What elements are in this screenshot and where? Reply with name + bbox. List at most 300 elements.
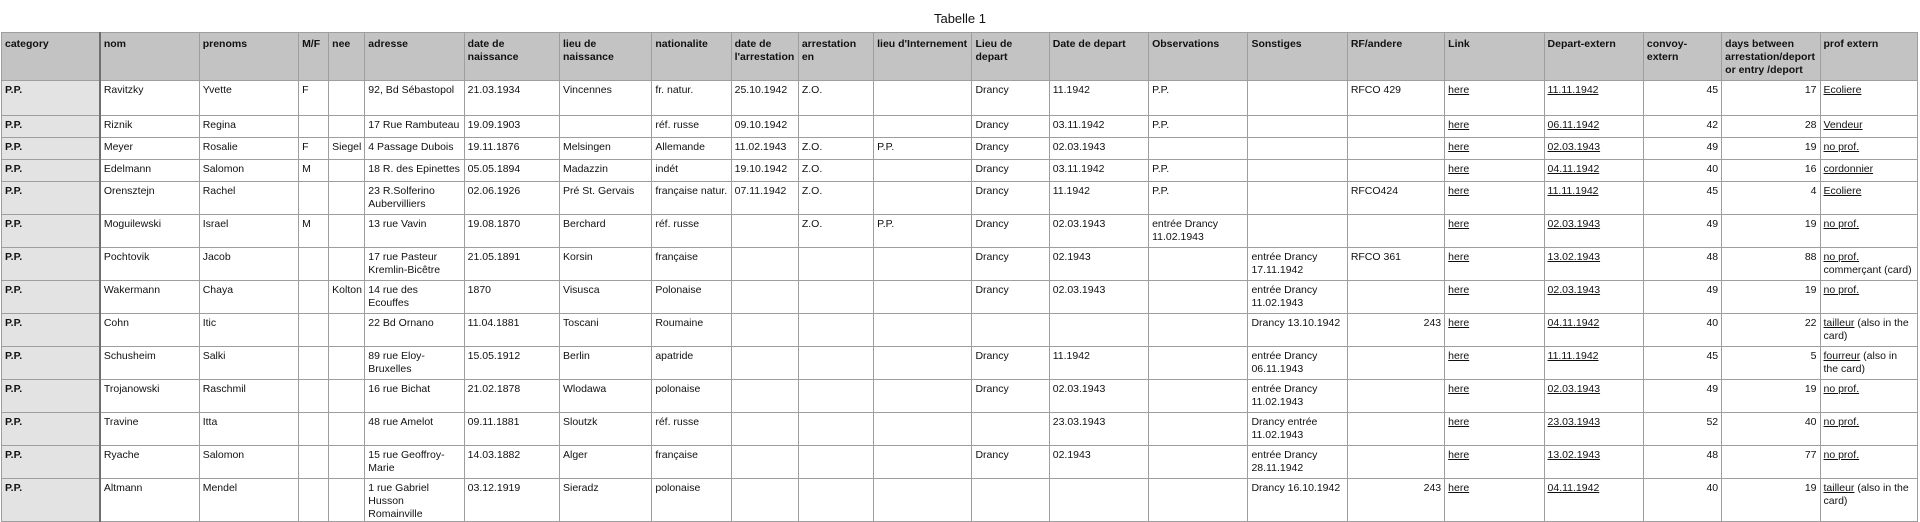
here-link[interactable]: here xyxy=(1448,163,1470,175)
cell-date-arrestation: 25.10.1942 xyxy=(731,81,798,116)
depart-extern-link[interactable]: 04.11.1942 xyxy=(1547,163,1600,175)
prof-link[interactable]: fourreur xyxy=(1823,350,1861,362)
table-row xyxy=(2,215,1918,248)
cell-nee xyxy=(329,182,365,215)
cell-days: 19 xyxy=(1722,479,1820,522)
cell-observations: entrée Drancy 11.02.1943 xyxy=(1149,215,1248,248)
cell-category: P.P. xyxy=(2,215,100,248)
cell-rf xyxy=(1347,281,1444,314)
depart-extern-link[interactable]: 13.02.1943 xyxy=(1547,251,1601,263)
cell-link xyxy=(1445,116,1544,138)
cell-category: P.P. xyxy=(2,479,100,522)
cell-date-depart: 02.03.1943 xyxy=(1049,281,1148,314)
cell-nationalite: polonaise xyxy=(652,479,731,522)
table-row xyxy=(2,479,1918,522)
sheet-title: Tabelle 1 xyxy=(933,11,987,26)
column-header: category xyxy=(2,33,100,81)
cell-days: 88 xyxy=(1722,248,1820,281)
cell-rf xyxy=(1347,116,1444,138)
table-row xyxy=(2,446,1918,479)
prof-link[interactable]: tailleur xyxy=(1823,317,1855,329)
cell-date-depart: 03.11.1942 xyxy=(1049,160,1148,182)
cell-link xyxy=(1445,160,1544,182)
cell-date-naissance: 21.03.1934 xyxy=(464,81,559,116)
cell-link xyxy=(1445,81,1544,116)
cell-prenoms: Mendel xyxy=(199,479,298,522)
cell-nee xyxy=(329,116,365,138)
cell-adresse: 92, Bd Sébastopol xyxy=(365,81,464,116)
column-header: Lieu de depart xyxy=(972,33,1049,81)
here-link[interactable]: here xyxy=(1448,449,1470,461)
column-header: RF/andere xyxy=(1347,33,1444,81)
cell-nom: Wakermann xyxy=(100,281,199,314)
cell-mf: M xyxy=(299,160,329,182)
cell-nom: Travine xyxy=(100,413,199,446)
cell-convoy: 42 xyxy=(1643,116,1721,138)
cell-lieu-depart: Drancy xyxy=(972,138,1049,160)
cell-nee xyxy=(329,413,365,446)
depart-extern-link[interactable]: 04.11.1942 xyxy=(1547,317,1600,329)
cell-nee: Kolton xyxy=(329,281,365,314)
depart-extern-link[interactable]: 06.11.1942 xyxy=(1547,119,1600,131)
cell-prof-extern xyxy=(1820,380,1918,413)
cell-nee xyxy=(329,446,365,479)
cell-nee: Siegel xyxy=(329,138,365,160)
data-table xyxy=(1,32,1918,522)
depart-extern-link[interactable]: 11.11.1942 xyxy=(1547,84,1599,96)
column-header: nationalite xyxy=(652,33,731,81)
here-link[interactable]: here xyxy=(1448,119,1470,131)
cell-category: P.P. xyxy=(2,281,100,314)
depart-extern-link[interactable]: 02.03.1943 xyxy=(1547,141,1601,153)
cell-arrestation-en: Z.O. xyxy=(798,215,873,248)
cell-link xyxy=(1445,248,1544,281)
cell-adresse: 22 Bd Ornano xyxy=(365,314,464,347)
cell-days: 40 xyxy=(1722,413,1820,446)
cell-sonstiges xyxy=(1248,160,1347,182)
cell-lieu-naissance: Pré St. Gervais xyxy=(560,182,652,215)
cell-lieu-naissance: Berchard xyxy=(560,215,652,248)
cell-link xyxy=(1445,314,1544,347)
cell-lieu-naissance: Madazzin xyxy=(560,160,652,182)
cell-link xyxy=(1445,347,1544,380)
cell-prenoms: Regina xyxy=(199,116,298,138)
cell-date-arrestation: 09.10.1942 xyxy=(731,116,798,138)
cell-prof-extern xyxy=(1820,479,1918,522)
cell-prof-extern xyxy=(1820,281,1918,314)
cell-lieu-naissance: Sieradz xyxy=(560,479,652,522)
cell-link xyxy=(1445,182,1544,215)
cell-adresse: 17 rue Pasteur Kremlin-Bicêtre xyxy=(365,248,464,281)
here-link[interactable]: here xyxy=(1448,383,1470,395)
here-link[interactable]: here xyxy=(1448,317,1470,329)
cell-link xyxy=(1445,138,1544,160)
here-link[interactable]: here xyxy=(1448,141,1470,153)
cell-depart-extern xyxy=(1544,281,1643,314)
cell-date-depart: 02.03.1943 xyxy=(1049,215,1148,248)
cell-sonstiges: entrée Drancy 11.02.1943 xyxy=(1248,281,1347,314)
cell-lieu-naissance: Alger xyxy=(560,446,652,479)
prof-link[interactable]: no prof. xyxy=(1823,383,1860,395)
cell-nom: Meyer xyxy=(100,138,199,160)
column-header: Depart-extern xyxy=(1544,33,1643,81)
cell-mf: M xyxy=(299,215,329,248)
cell-prenoms: Rachel xyxy=(199,182,298,215)
cell-sonstiges: entrée Drancy 28.11.1942 xyxy=(1248,446,1347,479)
cell-date-depart xyxy=(1049,479,1148,522)
cell-date-naissance: 19.08.1870 xyxy=(464,215,559,248)
table-row xyxy=(2,160,1918,182)
cell-adresse: 18 R. des Epinettes xyxy=(365,160,464,182)
cell-rf: RFCO 361 xyxy=(1347,248,1444,281)
cell-prenoms: Rosalie xyxy=(199,138,298,160)
cell-depart-extern xyxy=(1544,413,1643,446)
cell-sonstiges xyxy=(1248,81,1347,116)
here-link[interactable]: here xyxy=(1448,284,1470,296)
cell-lieu-depart: Drancy xyxy=(972,215,1049,248)
cell-lieu-naissance: Berlin xyxy=(560,347,652,380)
column-header: adresse xyxy=(365,33,464,81)
cell-depart-extern xyxy=(1544,347,1643,380)
column-header: nee xyxy=(329,33,365,81)
prof-note: (also in the card) xyxy=(1823,482,1909,507)
cell-prenoms: Raschmil xyxy=(199,380,298,413)
cell-date-naissance: 15.05.1912 xyxy=(464,347,559,380)
cell-convoy: 45 xyxy=(1643,182,1721,215)
cell-arrestation-en: Z.O. xyxy=(798,160,873,182)
cell-convoy: 48 xyxy=(1643,446,1721,479)
here-link[interactable]: here xyxy=(1448,416,1470,428)
cell-category: P.P. xyxy=(2,138,100,160)
cell-nationalite: française natur. xyxy=(652,182,731,215)
prof-note: (also in the card) xyxy=(1823,350,1898,375)
cell-date-naissance: 14.03.1882 xyxy=(464,446,559,479)
cell-prof-extern xyxy=(1820,347,1918,380)
cell-nee xyxy=(329,160,365,182)
cell-nom: Riznik xyxy=(100,116,199,138)
cell-nee xyxy=(329,347,365,380)
column-header: date de l'arrestation xyxy=(731,33,798,81)
cell-days: 17 xyxy=(1722,81,1820,116)
cell-nationalite: réf. russe xyxy=(652,116,731,138)
cell-lieu-depart: Drancy xyxy=(972,380,1049,413)
cell-depart-extern xyxy=(1544,446,1643,479)
column-header: M/F xyxy=(299,33,329,81)
cell-arrestation-en xyxy=(798,281,873,314)
cell-days: 19 xyxy=(1722,380,1820,413)
cell-category: P.P. xyxy=(2,248,100,281)
cell-days: 5 xyxy=(1722,347,1820,380)
cell-days: 4 xyxy=(1722,182,1820,215)
depart-extern-link[interactable]: 04.11.1942 xyxy=(1547,482,1600,494)
table-header xyxy=(2,33,1918,81)
cell-rf xyxy=(1347,347,1444,380)
cell-days: 19 xyxy=(1722,281,1820,314)
cell-lieu-internement xyxy=(874,446,972,479)
prof-link[interactable]: no prof. xyxy=(1823,416,1860,428)
cell-nationalite: Polonaise xyxy=(652,281,731,314)
prof-link[interactable]: Ecoliere xyxy=(1823,185,1862,197)
cell-mf xyxy=(299,182,329,215)
cell-prenoms: Itic xyxy=(199,314,298,347)
cell-lieu-depart xyxy=(972,479,1049,522)
cell-adresse: 14 rue des Ecouffes xyxy=(365,281,464,314)
cell-arrestation-en xyxy=(798,116,873,138)
cell-observations xyxy=(1149,347,1248,380)
cell-date-depart xyxy=(1049,314,1148,347)
cell-convoy: 45 xyxy=(1643,347,1721,380)
here-link[interactable]: here xyxy=(1448,218,1470,230)
cell-category: P.P. xyxy=(2,81,100,116)
cell-depart-extern xyxy=(1544,116,1643,138)
cell-date-depart: 03.11.1942 xyxy=(1049,116,1148,138)
prof-note: commerçant (card) xyxy=(1823,264,1912,276)
here-link[interactable]: here xyxy=(1448,185,1470,197)
cell-link xyxy=(1445,446,1544,479)
cell-depart-extern xyxy=(1544,248,1643,281)
cell-date-depart: 02.03.1943 xyxy=(1049,380,1148,413)
column-header: convoy-extern xyxy=(1643,33,1721,81)
cell-observations xyxy=(1149,380,1248,413)
cell-date-arrestation xyxy=(731,347,798,380)
cell-date-naissance: 11.04.1881 xyxy=(464,314,559,347)
cell-adresse: 4 Passage Dubois xyxy=(365,138,464,160)
cell-date-arrestation xyxy=(731,314,798,347)
cell-rf xyxy=(1347,380,1444,413)
prof-note: (also in the card) xyxy=(1823,317,1909,342)
cell-date-arrestation: 07.11.1942 xyxy=(731,182,798,215)
cell-lieu-depart: Drancy xyxy=(972,281,1049,314)
cell-depart-extern xyxy=(1544,81,1643,116)
cell-date-naissance: 21.02.1878 xyxy=(464,380,559,413)
cell-lieu-internement xyxy=(874,281,972,314)
cell-mf: F xyxy=(299,81,329,116)
cell-days: 77 xyxy=(1722,446,1820,479)
prof-link[interactable]: Ecoliere xyxy=(1823,84,1862,96)
cell-days: 28 xyxy=(1722,116,1820,138)
cell-depart-extern xyxy=(1544,138,1643,160)
cell-observations: P.P. xyxy=(1149,160,1248,182)
cell-arrestation-en xyxy=(798,479,873,522)
cell-mf xyxy=(299,281,329,314)
cell-prof-extern xyxy=(1820,215,1918,248)
cell-nom: Schusheim xyxy=(100,347,199,380)
column-header: Link xyxy=(1445,33,1544,81)
cell-arrestation-en xyxy=(798,314,873,347)
cell-nationalite: apatride xyxy=(652,347,731,380)
cell-lieu-depart: Drancy xyxy=(972,182,1049,215)
cell-arrestation-en xyxy=(798,347,873,380)
column-header: lieu d'Internement xyxy=(874,33,972,81)
cell-lieu-naissance: Vincennes xyxy=(560,81,652,116)
table-row xyxy=(2,81,1918,116)
here-link[interactable]: here xyxy=(1448,482,1470,494)
cell-nom: Moguilewski xyxy=(100,215,199,248)
cell-convoy: 49 xyxy=(1643,281,1721,314)
cell-depart-extern xyxy=(1544,160,1643,182)
cell-nationalite: Allemande xyxy=(652,138,731,160)
cell-date-naissance: 09.11.1881 xyxy=(464,413,559,446)
cell-rf xyxy=(1347,215,1444,248)
cell-lieu-depart: Drancy xyxy=(972,160,1049,182)
cell-mf xyxy=(299,116,329,138)
prof-link[interactable]: Vendeur xyxy=(1823,119,1863,131)
cell-mf xyxy=(299,413,329,446)
cell-lieu-internement xyxy=(874,116,972,138)
depart-extern-link[interactable]: 02.03.1943 xyxy=(1547,284,1601,296)
cell-lieu-naissance xyxy=(560,116,652,138)
cell-date-naissance: 19.09.1903 xyxy=(464,116,559,138)
depart-extern-link[interactable]: 02.03.1943 xyxy=(1547,383,1601,395)
cell-depart-extern xyxy=(1544,314,1643,347)
cell-date-naissance: 1870 xyxy=(464,281,559,314)
cell-prenoms: Salomon xyxy=(199,446,298,479)
cell-nationalite: Roumaine xyxy=(652,314,731,347)
cell-lieu-internement: P.P. xyxy=(874,138,972,160)
cell-prenoms: Salki xyxy=(199,347,298,380)
cell-lieu-depart: Drancy xyxy=(972,248,1049,281)
cell-date-naissance: 19.11.1876 xyxy=(464,138,559,160)
cell-convoy: 45 xyxy=(1643,81,1721,116)
cell-date-arrestation xyxy=(731,380,798,413)
cell-days: 19 xyxy=(1722,215,1820,248)
cell-adresse: 23 R.Solferino Aubervilliers xyxy=(365,182,464,215)
cell-lieu-naissance: Sloutzk xyxy=(560,413,652,446)
cell-days: 19 xyxy=(1722,138,1820,160)
cell-date-arrestation xyxy=(731,215,798,248)
cell-sonstiges: Drancy 13.10.1942 xyxy=(1248,314,1347,347)
depart-extern-link[interactable]: 13.02.1943 xyxy=(1547,449,1601,461)
cell-lieu-depart: Drancy xyxy=(972,446,1049,479)
cell-nee xyxy=(329,81,365,116)
cell-date-arrestation xyxy=(731,248,798,281)
table-row xyxy=(2,248,1918,281)
cell-mf xyxy=(299,446,329,479)
table-row xyxy=(2,347,1918,380)
prof-link[interactable]: no prof. xyxy=(1823,449,1860,461)
cell-prenoms: Chaya xyxy=(199,281,298,314)
cell-prenoms: Yvette xyxy=(199,81,298,116)
cell-sonstiges: entrée Drancy 11.02.1943 xyxy=(1248,380,1347,413)
depart-extern-link[interactable]: 23.03.1943 xyxy=(1547,416,1601,428)
cell-sonstiges xyxy=(1248,182,1347,215)
cell-prof-extern xyxy=(1820,160,1918,182)
here-link[interactable]: here xyxy=(1448,84,1470,96)
depart-extern-link[interactable]: 11.11.1942 xyxy=(1547,185,1599,197)
cell-convoy: 52 xyxy=(1643,413,1721,446)
cell-prof-extern xyxy=(1820,81,1918,116)
cell-nationalite: réf. russe xyxy=(652,413,731,446)
cell-date-naissance: 05.05.1894 xyxy=(464,160,559,182)
cell-nationalite: française xyxy=(652,248,731,281)
prof-link[interactable]: no prof. xyxy=(1823,251,1860,263)
prof-link[interactable]: tailleur xyxy=(1823,482,1855,494)
cell-lieu-naissance: Melsingen xyxy=(560,138,652,160)
cell-lieu-internement xyxy=(874,81,972,116)
cell-prof-extern xyxy=(1820,446,1918,479)
here-link[interactable]: here xyxy=(1448,251,1470,263)
cell-lieu-naissance: Korsin xyxy=(560,248,652,281)
cell-mf xyxy=(299,314,329,347)
cell-link xyxy=(1445,215,1544,248)
cell-mf xyxy=(299,248,329,281)
column-header: Observations xyxy=(1149,33,1248,81)
cell-date-depart: 02.03.1943 xyxy=(1049,138,1148,160)
cell-nom: Ravitzky xyxy=(100,81,199,116)
table-row xyxy=(2,138,1918,160)
cell-convoy: 48 xyxy=(1643,248,1721,281)
cell-convoy: 40 xyxy=(1643,479,1721,522)
cell-lieu-internement xyxy=(874,314,972,347)
cell-nee xyxy=(329,215,365,248)
cell-date-naissance: 21.05.1891 xyxy=(464,248,559,281)
cell-lieu-internement xyxy=(874,479,972,522)
cell-sonstiges xyxy=(1248,116,1347,138)
cell-mf xyxy=(299,347,329,380)
cell-date-arrestation xyxy=(731,281,798,314)
cell-prenoms: Jacob xyxy=(199,248,298,281)
cell-nee xyxy=(329,479,365,522)
cell-convoy: 40 xyxy=(1643,160,1721,182)
cell-date-depart: 11.1942 xyxy=(1049,347,1148,380)
cell-arrestation-en xyxy=(798,248,873,281)
cell-prenoms: Israel xyxy=(199,215,298,248)
cell-lieu-naissance: Visusca xyxy=(560,281,652,314)
cell-adresse: 89 rue Eloy-Bruxelles xyxy=(365,347,464,380)
cell-nee xyxy=(329,248,365,281)
prof-link[interactable]: cordonnier xyxy=(1823,163,1874,175)
cell-observations xyxy=(1149,314,1248,347)
cell-category: P.P. xyxy=(2,314,100,347)
cell-rf: 243 xyxy=(1347,314,1444,347)
cell-observations: P.P. xyxy=(1149,182,1248,215)
here-link[interactable]: here xyxy=(1448,350,1470,362)
column-header: days between arrestation/deport or entry /deport xyxy=(1722,33,1820,81)
prof-link[interactable]: no prof. xyxy=(1823,218,1860,230)
cell-observations xyxy=(1149,446,1248,479)
depart-extern-link[interactable]: 02.03.1943 xyxy=(1547,218,1601,230)
cell-prenoms: Itta xyxy=(199,413,298,446)
cell-adresse: 15 rue Geoffroy-Marie xyxy=(365,446,464,479)
cell-prof-extern xyxy=(1820,138,1918,160)
cell-category: P.P. xyxy=(2,446,100,479)
cell-sonstiges: Drancy entrée 11.02.1943 xyxy=(1248,413,1347,446)
cell-sonstiges: entrée Drancy 06.11.1943 xyxy=(1248,347,1347,380)
cell-date-depart: 23.03.1943 xyxy=(1049,413,1148,446)
depart-extern-link[interactable]: 11.11.1942 xyxy=(1547,350,1599,362)
prof-link[interactable]: no prof. xyxy=(1823,141,1860,153)
cell-category: P.P. xyxy=(2,380,100,413)
cell-lieu-internement xyxy=(874,182,972,215)
table-body xyxy=(2,81,1918,522)
cell-category: P.P. xyxy=(2,116,100,138)
cell-depart-extern xyxy=(1544,215,1643,248)
column-header: nom xyxy=(100,33,199,81)
table-row xyxy=(2,413,1918,446)
cell-date-depart: 02.1943 xyxy=(1049,446,1148,479)
cell-sonstiges xyxy=(1248,215,1347,248)
cell-link xyxy=(1445,380,1544,413)
cell-prof-extern xyxy=(1820,413,1918,446)
cell-nationalite: française xyxy=(652,446,731,479)
cell-arrestation-en xyxy=(798,380,873,413)
cell-lieu-internement xyxy=(874,160,972,182)
cell-nationalite: réf. russe xyxy=(652,215,731,248)
cell-adresse: 17 Rue Rambuteau xyxy=(365,116,464,138)
cell-days: 22 xyxy=(1722,314,1820,347)
prof-link[interactable]: no prof. xyxy=(1823,284,1860,296)
cell-nationalite: polonaise xyxy=(652,380,731,413)
